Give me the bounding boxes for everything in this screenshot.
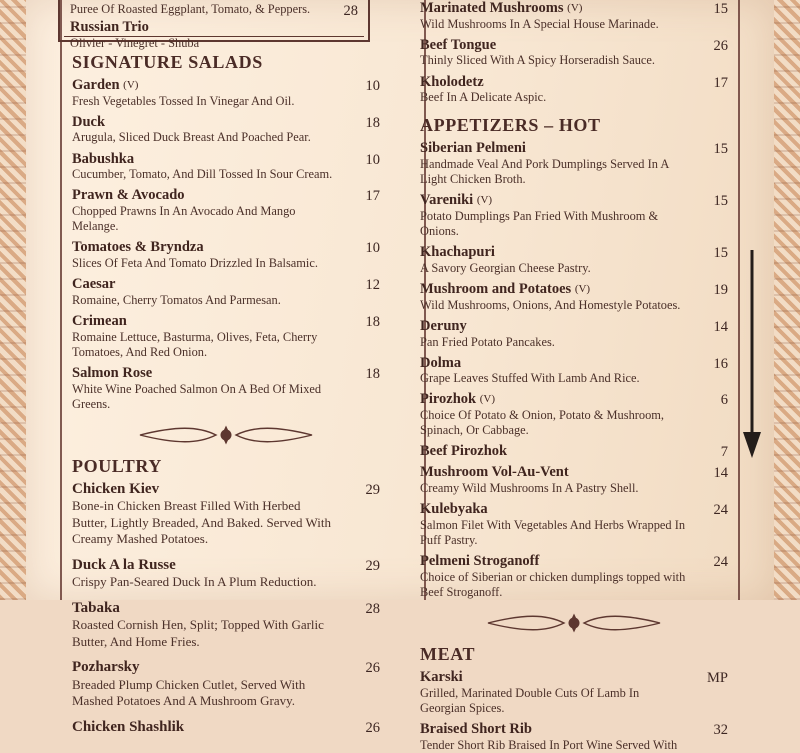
menu-item-price: 24 xyxy=(713,554,728,571)
menu-item xyxy=(72,481,380,548)
menu-item-name-text: Garden xyxy=(72,77,120,93)
menu-item xyxy=(420,553,728,600)
menu-item-name xyxy=(72,151,338,168)
menu-item-price: 18 xyxy=(365,365,380,382)
menu-item xyxy=(72,151,380,183)
menu-item-name xyxy=(72,659,338,676)
menu-item-name-text: Pelmeni Stroganoff xyxy=(420,553,540,570)
menu-item-price: 26 xyxy=(365,719,380,736)
menu-item-name-text: Beef Tongue xyxy=(420,36,497,53)
menu-item-name xyxy=(72,114,338,131)
menu-item-desc: White Wine Poached Salmon On A Bed Of Mixed Greens. xyxy=(72,381,322,411)
menu-item-name xyxy=(420,721,686,738)
menu-item-name xyxy=(420,0,686,17)
menu-item-price: 14 xyxy=(713,318,728,335)
menu-item-name-text: Vareniki xyxy=(420,192,474,209)
menu-item-desc: Wild Mushrooms, Onions, And Homestyle Potatoes. xyxy=(420,297,681,312)
menu-item-name-text: Prawn & Avocado xyxy=(72,187,185,204)
menu-item-price: 6 xyxy=(720,392,728,409)
menu-item-name-text: Babushka xyxy=(72,150,135,167)
menu-item-price: 26 xyxy=(713,37,728,54)
down-arrow-icon xyxy=(740,250,764,465)
menu-item-price: 15 xyxy=(713,1,728,17)
menu-item-name xyxy=(420,443,686,460)
menu-item xyxy=(72,313,380,360)
featured-item-box xyxy=(58,0,370,50)
menu-item-name xyxy=(72,276,338,293)
menu-item-name-text: Beef Pirozhok xyxy=(420,443,508,460)
menu-item-name xyxy=(72,239,338,256)
featured-cut-line: Puree Of Roasted Eggplant, Tomato, & Peppers. xyxy=(70,2,311,16)
salads-list xyxy=(72,77,380,412)
menu-item-desc: Grape Leaves Stuffed With Lamb And Rice. xyxy=(420,371,640,386)
menu-item xyxy=(420,281,728,313)
menu-item-price: 32 xyxy=(713,721,728,738)
menu-item-name xyxy=(72,557,338,574)
menu-item-name xyxy=(420,281,686,298)
section-title-appetizers-hot: APPETIZERS – HOT xyxy=(420,115,601,136)
menu-item-name-text: Caesar xyxy=(72,276,116,293)
menu-item-desc: Arugula, Sliced Duck Breast And Poached Pear. xyxy=(72,130,311,145)
featured-item-price: 28 xyxy=(343,3,358,19)
menu-item xyxy=(420,244,728,276)
menu-item-name xyxy=(420,355,686,372)
menu-item xyxy=(420,318,728,350)
menu-item-name-text: Marinated Mushrooms xyxy=(420,0,564,16)
section-title-signature-salads: SIGNATURE SALADS xyxy=(72,52,263,72)
menu-item-name-text: Tomatoes & Bryndza xyxy=(72,239,204,256)
menu-item-price: 26 xyxy=(365,660,380,677)
menu-item xyxy=(420,74,728,106)
menu-item-desc: Cucumber, Tomato, And Dill Tossed In Sour Cream. xyxy=(72,167,333,182)
menu-item-name xyxy=(72,313,338,330)
menu-item-desc: Roasted Cornish Hen, Split; Topped With Garlic Butter, And Home Fries. xyxy=(72,617,324,649)
hot-appetizers-list xyxy=(420,140,728,600)
menu-item-desc: Pan Fried Potato Pancakes. xyxy=(420,334,555,349)
menu-item-name xyxy=(420,318,686,335)
menu-item-desc: Creamy Wild Mushrooms In A Pastry Shell. xyxy=(420,481,639,496)
menu-item-price: 12 xyxy=(365,277,380,294)
menu-item-name xyxy=(72,481,338,498)
menu-item-desc: Crispy Pan-Seared Duck In A Plum Reduction. xyxy=(72,574,317,590)
menu-item-name xyxy=(420,74,686,91)
cold-appetizers-continued xyxy=(420,0,728,105)
menu-item-price: 16 xyxy=(713,355,728,372)
menu-item xyxy=(72,114,380,146)
menu-paper xyxy=(26,0,774,752)
menu-item-desc: Beef In A Delicate Aspic. xyxy=(420,90,547,105)
menu-item-name xyxy=(72,77,338,94)
menu-item-desc: Romaine, Cherry Tomatos And Parmesan. xyxy=(72,292,281,307)
menu-item-name-text: Mushroom Vol-Au-Vent xyxy=(420,464,569,481)
menu-item-price: 14 xyxy=(713,465,728,482)
menu-item-name-text: Kulebyaka xyxy=(420,501,488,518)
menu-item-name xyxy=(420,669,686,686)
featured-item-name: Russian Trio xyxy=(70,19,149,36)
menu-item xyxy=(420,391,728,438)
left-column xyxy=(26,0,398,736)
featured-item-desc: Olivier - Vinegret - Shuba xyxy=(70,35,200,50)
menu-item xyxy=(72,557,380,591)
menu-item-name-text: Duck A la Russe xyxy=(72,556,176,573)
ornament-divider-right xyxy=(420,612,728,634)
menu-item-price: MP xyxy=(707,669,728,686)
menu-item-desc: Bone-in Chicken Breast Filled With Herbed Butter, Lightly Breaded, And Baked. Served With Creamy Mashed Potatoes. xyxy=(72,498,332,547)
menu-item-name-text: Karski xyxy=(420,668,463,685)
menu-item xyxy=(72,659,380,710)
box-inner-rule xyxy=(64,36,364,37)
ornament-divider-left xyxy=(72,424,380,446)
menu-item-name-text: Salmon Rose xyxy=(72,364,153,381)
menu-item xyxy=(72,187,380,234)
vegetarian-marker: (V) xyxy=(574,283,591,296)
menu-item xyxy=(72,77,380,109)
menu-item xyxy=(420,464,728,496)
menu-item-name xyxy=(72,187,338,204)
menu-item-name-text: Pozharsky xyxy=(72,659,140,676)
vegetarian-marker: (V) xyxy=(476,194,493,207)
menu-item-name xyxy=(420,501,686,518)
menu-item-price: 17 xyxy=(713,74,728,91)
menu-item-name-text: Pirozhok xyxy=(420,391,477,408)
menu-item-name xyxy=(420,37,686,54)
menu-item xyxy=(420,140,728,187)
menu-item-name xyxy=(420,192,686,209)
menu-item xyxy=(420,192,728,239)
menu-item xyxy=(72,365,380,412)
menu-item-desc: Potato Dumplings Pan Fried With Mushroom & Onions. xyxy=(420,208,659,239)
vegetarian-marker: (V) xyxy=(123,79,139,91)
menu-item xyxy=(72,719,380,737)
section-title-poultry: POULTRY xyxy=(72,455,162,476)
menu-item-name-text: Crimean xyxy=(72,312,127,329)
menu-item-desc: Thinly Sliced With A Spicy Horseradish Sauce. xyxy=(420,53,656,68)
menu-item xyxy=(420,669,728,716)
menu-item-desc: Grilled, Marinated Double Cuts Of Lamb In Georgian Spices. xyxy=(420,685,640,715)
vegetarian-marker: (V) xyxy=(479,393,496,406)
menu-item-price: 24 xyxy=(713,502,728,519)
menu-item-name-text: Dolma xyxy=(420,354,462,371)
menu-item-name-text: Deruny xyxy=(420,317,467,334)
menu-item-name-text: Siberian Pelmeni xyxy=(420,140,526,157)
menu-item-name xyxy=(72,719,338,736)
menu-item-name xyxy=(72,365,338,382)
menu-item-name-text: Mushroom and Potatoes xyxy=(420,281,572,298)
menu-item-desc: Handmade Veal And Pork Dumplings Served In A Light Chicken Broth. xyxy=(420,157,669,187)
menu-item xyxy=(72,239,380,271)
section-title-meat: MEAT xyxy=(420,643,476,664)
menu-item xyxy=(420,443,728,461)
menu-item-price: 7 xyxy=(720,444,728,461)
menu-item-name xyxy=(420,140,686,157)
menu-item xyxy=(420,0,728,32)
menu-item-desc: Slices Of Feta And Tomato Drizzled In Balsamic. xyxy=(72,255,318,270)
menu-item-name-text: Chicken Shashlik xyxy=(72,718,185,735)
menu-item-name xyxy=(420,244,686,261)
menu-item-name-text: Duck xyxy=(72,113,106,130)
menu-item-price: 29 xyxy=(365,481,380,498)
menu-item-price: 15 xyxy=(713,193,728,210)
menu-item xyxy=(420,355,728,387)
menu-item-name-text: Khachapuri xyxy=(420,244,495,261)
menu-item-price: 19 xyxy=(713,282,728,299)
menu-item xyxy=(72,276,380,308)
menu-item-price: 10 xyxy=(365,240,380,257)
menu-item-desc: Breaded Plump Chicken Cutlet, Served With Mashed Potatoes And A Mushroom Gravy. xyxy=(72,676,306,709)
menu-item-desc: Chopped Prawns In An Avocado And Mango Melange. xyxy=(72,204,296,234)
menu-item-name xyxy=(420,553,686,570)
menu-item xyxy=(420,721,728,753)
menu-item-desc: Wild Mushrooms In A Special House Marinade. xyxy=(420,16,659,31)
menu-item-name xyxy=(72,600,338,617)
menu-item-desc: Salmon Filet With Vegetables And Herbs Wrapped In Puff Pastry. xyxy=(420,517,686,547)
vegetarian-marker: (V) xyxy=(567,2,583,14)
meat-list xyxy=(420,669,728,753)
menu-item-price: 10 xyxy=(365,151,380,168)
menu-item xyxy=(420,37,728,69)
menu-item-desc: A Savory Georgian Cheese Pastry. xyxy=(420,260,591,275)
menu-item-price: 10 xyxy=(365,78,380,94)
menu-item-desc: Tender Short Rib Braised In Port Wine Served With xyxy=(420,737,678,752)
menu-item-name-text: Kholodetz xyxy=(420,73,484,90)
menu-item-desc: Choice Of Potato & Onion, Potato & Mushroom, Spinach, Or Cabbage. xyxy=(420,408,665,438)
right-column xyxy=(398,0,774,752)
menu-item-price: 29 xyxy=(365,557,380,574)
menu-item-price: 15 xyxy=(713,245,728,262)
menu-item-desc: Choice of Siberian or chicken dumplings topped with Beef Stroganoff. xyxy=(420,569,686,599)
menu-item-name-text: Tabaka xyxy=(72,599,120,616)
menu-item xyxy=(72,600,380,651)
menu-item-name-text: Braised Short Rib xyxy=(420,720,532,737)
menu-item-price: 18 xyxy=(365,313,380,330)
menu-item-price: 18 xyxy=(365,114,380,131)
menu-item-desc: Fresh Vegetables Tossed In Vinegar And Oil. xyxy=(72,93,295,108)
menu-item-name xyxy=(420,391,686,408)
menu-item-name xyxy=(420,464,686,481)
poultry-list xyxy=(72,481,380,737)
menu-item-price: 28 xyxy=(365,600,380,617)
menu-item-price: 17 xyxy=(365,188,380,205)
menu-item xyxy=(420,501,728,548)
menu-item-price: 15 xyxy=(713,141,728,158)
menu-item-name-text: Chicken Kiev xyxy=(72,480,160,497)
menu-item-desc: Romaine Lettuce, Basturma, Olives, Feta, Cherry Tomatoes, And Red Onion. xyxy=(72,329,318,359)
